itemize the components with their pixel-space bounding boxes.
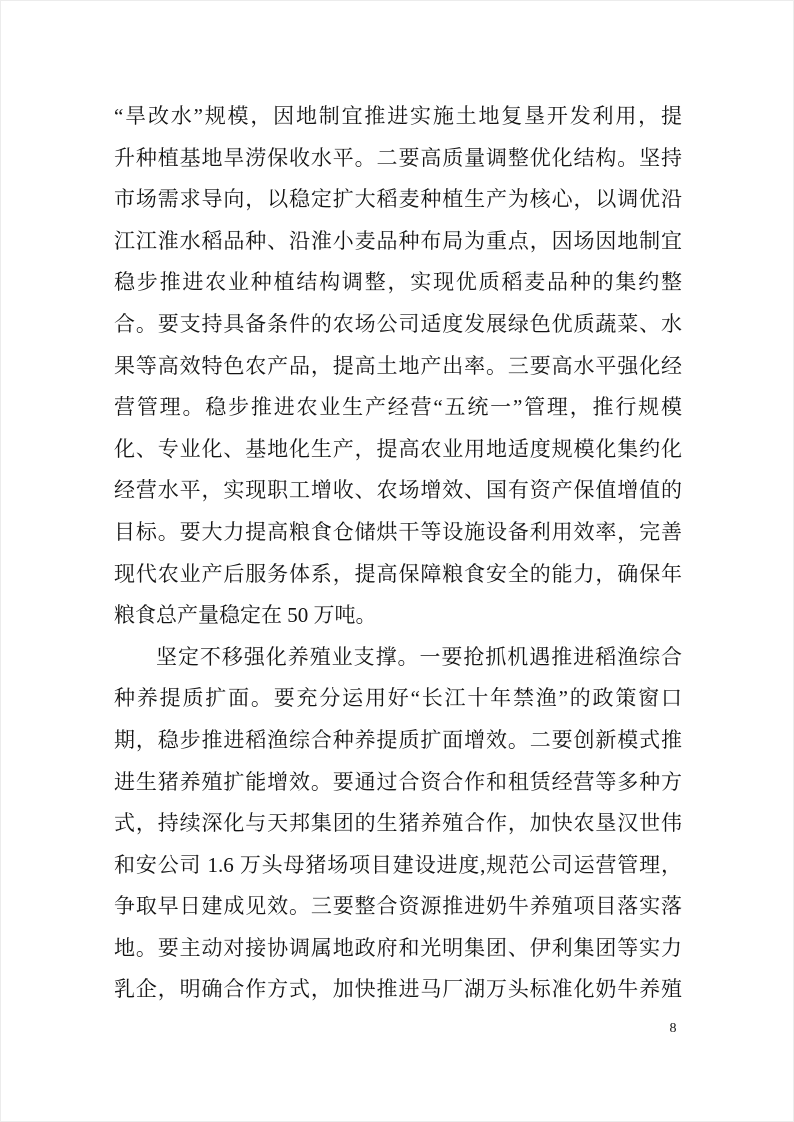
text-line: 乳企，明确合作方式，加快推进马厂湖万头标准化奶牛养殖 bbox=[114, 977, 682, 1002]
text-line: 粮食总产量稳定在 50 万吨。 bbox=[114, 603, 377, 628]
text-line: 坚定不移强化养殖业支撑。一要抢抓机遇推进稻渔综合 bbox=[156, 644, 682, 669]
text-line: 稳步推进农业种植结构调整，实现优质稻麦品种的集约整 bbox=[114, 270, 682, 295]
text-line: “旱改水”规模，因地制宜推进实施土地复垦开发利用，提 bbox=[114, 104, 682, 128]
text-line: 果等高效特色农产品，提高土地产出率。三要高水平强化经 bbox=[114, 353, 682, 378]
page-number: 8 bbox=[669, 1021, 677, 1036]
text-line: 目标。要大力提高粮食仓储烘干等设施设备利用效率，完善 bbox=[114, 519, 682, 544]
text-line: 现代农业产后服务体系，提高保障粮食安全的能力，确保年 bbox=[114, 561, 682, 586]
text-line: 合。要支持具备条件的农场公司适度发展绿色优质蔬菜、水 bbox=[114, 311, 682, 336]
text-line: 江江淮水稻品种、沿淮小麦品种布局为重点，因场因地制宜 bbox=[114, 228, 682, 253]
text-line: 式，持续深化与天邦集团的生猪养殖合作，加快农垦汉世伟 bbox=[114, 811, 682, 836]
text-line: 市场需求导向，以稳定扩大稻麦种植生产为核心，以调优沿 bbox=[114, 187, 682, 212]
text-line: 化、专业化、基地化生产，提高农业用地适度规模化集约化 bbox=[114, 436, 682, 461]
text-line: 营管理。稳步推进农业生产经营“五统一”管理，推行规模 bbox=[114, 395, 682, 420]
text-line: 经营水平，实现职工增收、农场增效、国有资产保值增值的 bbox=[114, 478, 682, 503]
text-line: 地。要主动对接协调属地政府和光明集团、伊利集团等实力 bbox=[114, 935, 682, 960]
text-line: 期，稳步推进稻渔综合种养提质扩面增效。二要创新模式推 bbox=[114, 727, 682, 752]
paragraph bbox=[114, 637, 682, 1011]
paragraph bbox=[114, 96, 682, 637]
text-line: 争取早日建成见效。三要整合资源推进奶牛养殖项目落实落 bbox=[114, 894, 682, 919]
text-line: 和安公司 1.6 万头母猪场项目建设进度,规范公司运营管理， bbox=[114, 852, 682, 877]
text-line: 进生猪养殖扩能增效。要通过合资合作和租赁经营等多种方 bbox=[114, 769, 682, 794]
text-line: 升种植基地旱涝保收水平。二要高质量调整优化结构。坚持 bbox=[114, 145, 682, 170]
text-line: 种养提质扩面。要充分运用好“长江十年禁渔”的政策窗口 bbox=[114, 686, 682, 711]
document-body bbox=[114, 96, 682, 1011]
